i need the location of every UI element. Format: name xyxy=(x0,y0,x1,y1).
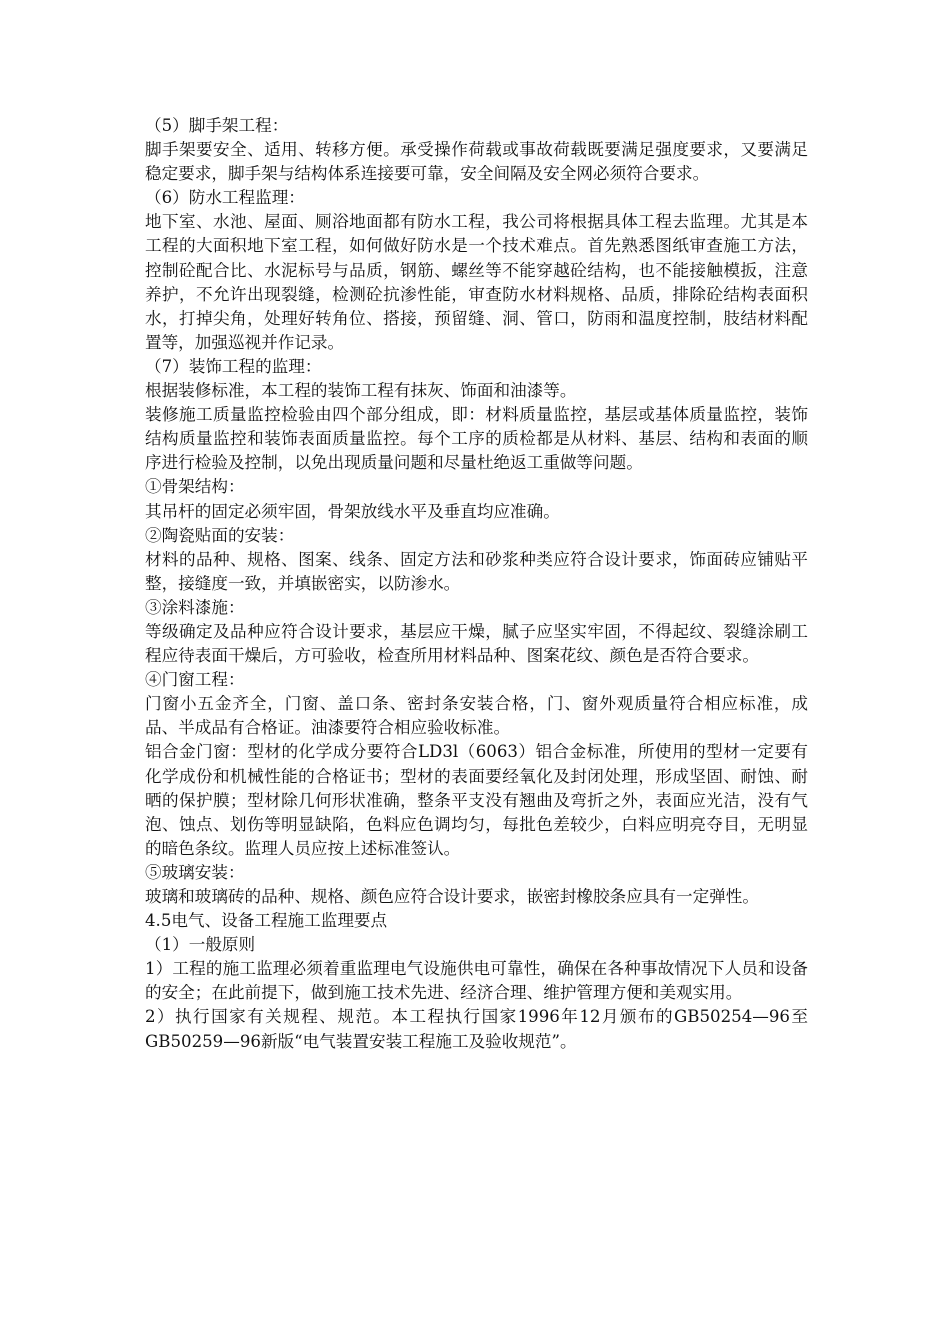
subheading-frame-structure: ①骨架结构： xyxy=(145,477,245,497)
section-heading-scaffolding: （5）脚手架工程： xyxy=(145,116,289,135)
subheading-paint-coating: ③涂料漆施： xyxy=(145,597,245,617)
subheading-glass-installation: ⑤玻璃安装： xyxy=(145,862,245,882)
subheading-general-principles: （1）一般原则 xyxy=(145,935,256,955)
paragraph-decoration-quality: 装修施工质量监控检验由四个部分组成，即：材料质量监控，基层或基体质量监控，装饰结构质量监控和装饰表面质量监控。每个工序的质检都是从材料、基层、结构和表面的顺序进行检验及控制，以免出现质量问题和尽量杜绝返工重做等问题。 xyxy=(145,405,808,473)
paragraph-decoration-standard: 根据装修标准，本工程的装饰工程有抹灰、饰面和油漆等。 xyxy=(145,381,577,401)
paragraph-ceramic-tiles: 材料的品种、规格、图案、线条、固定方法和砂浆种类应符合设计要求，饰面砖应铺贴平整，接缝度一致，并填嵌密实，以防渗水。 xyxy=(145,549,808,593)
paragraph-paint-coating: 等级确定及品种应符合设计要求，基层应干燥，腻子应坚实牢固，不得起纹、裂缝涂刷工程应待表面干燥后，方可验收，检查所用材料品种、图案花纹、颜色是否符合要求。 xyxy=(145,621,808,666)
paragraph-glass-installation: 玻璃和玻璃砖的品种、规格、颜色应符合设计要求，嵌密封橡胶条应具有一定弹性。 xyxy=(145,887,759,906)
subheading-ceramic-tiles: ②陶瓷贴面的安装： xyxy=(145,525,295,545)
section-heading-decoration: （7）装饰工程的监理： xyxy=(145,356,322,376)
paragraph-waterproofing: 地下室、水池、屋面、厕浴地面都有防水工程，我公司将根据具体工程去监理。尤其是本工程的大面积地下室工程，如何做好防水是一个技术难点。首先熟悉图纸审查施工方法，控制砼配合比、水泥标号与品质，钢筋、螺丝等不能穿越砼结构，也不能接触模扳，注意养护，不允许出现裂缝，检测砼抗渗性能，审查防水材料规格、品质，排除砼结构表面积水，打掉尖角，处理好转角位、搭接，预留缝、洞、管口，防雨和温度控制，肢结材料配置等，加强巡视并作记录。 xyxy=(145,212,808,352)
paragraph-doors-windows: 门窗小五金齐全，门窗、盖口条、密封条安装合格，门、窗外观质量符合相应标准，成品、半成品有合格证。油漆要符合相应验收标准。 xyxy=(145,694,808,738)
section-heading-waterproofing: （6）防水工程监理： xyxy=(145,188,305,208)
subheading-doors-windows: ④门窗工程： xyxy=(145,670,245,690)
section-heading-electrical: 4.5电气、设备工程施工监理要点 xyxy=(145,911,388,931)
paragraph-aluminum-windows: 铝合金门窗：型材的化学成分要符合LD3l（6063）铝合金标准，所使用的型材一定要有化学成份和机械性能的合格证书；型材的表面要经氧化及封闭处理，形成坚固、耐蚀、耐晒的保护膜；型材除几何形状准确，整条平支没有翘曲及弯折之外，表面应光洁，没有气泡、蚀点、划伤等明显缺陷，色料应色调均匀，每批色差较少，白料应明亮夺目，无明显的暗色条纹。监理人员应按上述标准签认。 xyxy=(145,742,808,858)
paragraph-frame-structure: 其吊杆的固定必须牢固，骨架放线水平及垂直均应准确。 xyxy=(145,501,560,521)
paragraph-principle-1: 1）工程的施工监理必须着重监理电气设施供电可靠性，确保在各种事故情况下人员和设备的安全；在此前提下，做到施工技术先进、经济合理、维护管理方便和美观实用。 xyxy=(145,959,808,1003)
paragraph-principle-2: 2）执行国家有关规程、规范。本工程执行国家1996年12月颁布的GB50254—96至GB50259—96新版“电气装置安装工程施工及验收规范”。 xyxy=(145,1007,808,1051)
paragraph-scaffolding: 脚手架要安全、适用、转移方便。承受操作荷载或事故荷载既要满足强度要求，又要满足稳定要求，脚手架与结构体系连接要可靠，安全间隔及安全网必须符合要求。 xyxy=(145,140,808,184)
